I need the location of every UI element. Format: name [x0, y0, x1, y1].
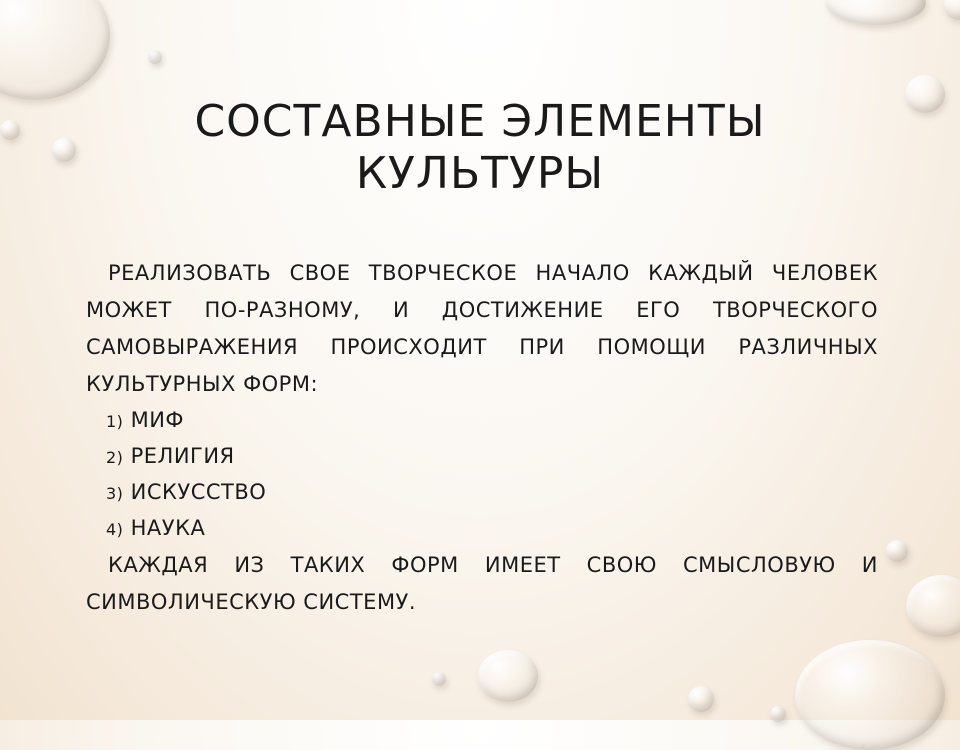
water-drop-decoration — [795, 640, 945, 750]
water-drop-decoration — [826, 0, 926, 25]
water-drop-decoration — [688, 686, 714, 712]
slide-body — [86, 255, 878, 621]
list-item — [86, 439, 878, 475]
list-item-text: МИФ — [130, 408, 185, 432]
water-drop-decoration — [905, 75, 945, 113]
water-drop-decoration — [0, 0, 110, 100]
water-drop-decoration — [52, 138, 76, 162]
slide-title: СОСТАВНЫЕ ЭЛЕМЕНТЫ КУЛЬТУРЫ — [194, 96, 766, 199]
intro-paragraph: РЕАЛИЗОВАТЬ СВОЕ ТВОРЧЕСКОЕ НАЧАЛО КАЖДЫЙ ЧЕЛОВЕК МОЖЕТ ПО-РАЗНОМУ, И ДОСТИЖЕНИЕ ЕГО ТВОРЧЕСКОГО САМОВЫРАЖЕНИЯ ПРОИСХОДИТ ПРИ ПОМОЩИ РАЗЛИЧНЫХ КУЛЬТУРНЫХ ФОРМ: — [86, 261, 878, 396]
water-drop-decoration — [906, 575, 960, 637]
list-item — [86, 403, 878, 439]
list-item-number: 2) — [106, 448, 124, 467]
water-drop-decoration — [886, 540, 908, 562]
list-item-number: 3) — [106, 484, 124, 503]
water-drop-decoration — [432, 672, 446, 686]
water-drop-decoration — [148, 50, 162, 64]
list-item — [86, 475, 878, 511]
water-drop-decoration — [944, 0, 960, 20]
list-item — [86, 511, 878, 547]
list-item-number: 4) — [106, 520, 124, 539]
list-item-text: НАУКА — [130, 516, 206, 540]
water-drop-decoration — [0, 120, 20, 140]
water-drop-decoration — [478, 650, 538, 702]
list-item-number: 1) — [106, 412, 124, 431]
list-item-text: РЕЛИГИЯ — [130, 444, 235, 468]
conclusion-paragraph: КАЖДАЯ ИЗ ТАКИХ ФОРМ ИМЕЕТ СВОЮ СМЫСЛОВУЮ И СИМВОЛИЧЕСКУЮ СИСТЕМУ. — [86, 553, 878, 614]
list-item-text: ИСКУССТВО — [130, 480, 267, 504]
